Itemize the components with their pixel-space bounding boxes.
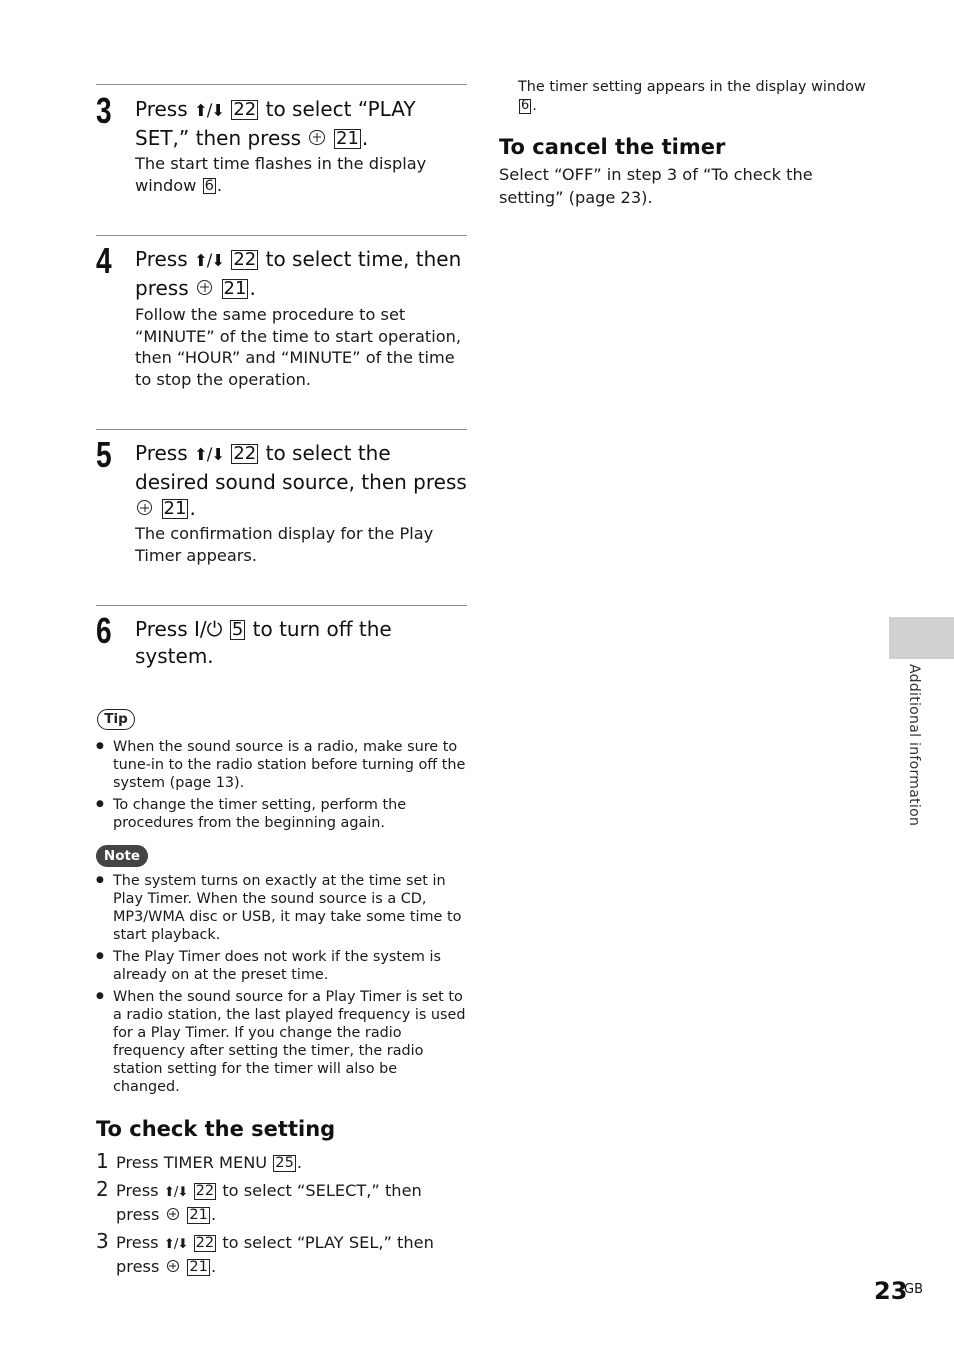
list-item: 1 Press TIMER MENU 25 .	[96, 1149, 303, 1173]
up-down-arrows-icon: ⬆/⬇	[163, 1185, 188, 1200]
divider	[96, 605, 467, 606]
list-item: ● To change the timer setting, perform the procedures from the beginning again.	[96, 796, 468, 832]
ref-box: 25	[275, 1154, 294, 1172]
ref-box: 21	[189, 1258, 208, 1276]
page-number: 23	[874, 1277, 908, 1305]
divider	[96, 429, 467, 430]
ref-box: 21	[189, 1206, 208, 1224]
enter-button-icon	[309, 130, 324, 145]
display-note: The timer setting appears in the display window 6 .	[518, 79, 866, 114]
step-heading: Press ⬆/⬇ 22 to select the desired sound source, then press 21 .	[135, 441, 467, 520]
step-body: The confirmation display for the Play Timer appears.	[135, 524, 434, 565]
display-note-text: The timer setting appears in the display window	[518, 79, 866, 95]
list-item: ● When the sound source for a Play Timer is set to a radio station, the last played frequency is used for a Play Timer. If you change the radio frequency after setting the timer, the radio station setting for the timer will also be changed.	[96, 988, 468, 1096]
cancel-heading: To cancel the timer	[499, 135, 726, 159]
step-number: 6	[96, 610, 112, 651]
ref-box: 22	[233, 249, 257, 271]
up-down-arrows-icon: ⬆/⬇	[194, 101, 224, 120]
tip-list	[96, 738, 468, 836]
tip-badge: Tip	[97, 709, 135, 730]
step-body: The start time flashes in the display window 6 .	[135, 154, 427, 195]
step-body: Follow the same procedure to set “MINUTE” of the time to start operation, then “HOUR” and “MINUTE” of the time to stop the operation.	[135, 305, 462, 389]
list-item: ● When the sound source is a radio, make sure to tune-in to the radio station before turning off the system (page 13).	[96, 738, 468, 792]
cancel-body: Select “OFF” in step 3 of “To check the setting” (page 23).	[499, 165, 813, 207]
check-heading: To check the setting	[96, 1117, 336, 1141]
note-badge: Note	[96, 845, 148, 867]
step-number: 4	[96, 240, 112, 281]
enter-button-icon	[167, 1260, 180, 1273]
step-heading: Press ⬆/⬇ 22 to select time, then press 21 .	[135, 247, 462, 300]
enter-button-icon	[137, 500, 152, 515]
up-down-arrows-icon: ⬆/⬇	[194, 445, 224, 464]
divider	[96, 235, 467, 236]
section-tab	[889, 617, 954, 659]
step-heading: Press ⬆/⬇ 22 to select “PLAY SET,” then press 21 .	[135, 97, 416, 150]
page-suffix: GB	[904, 1282, 923, 1297]
step-number: 3	[96, 90, 112, 131]
list-item: 2 Press ⬆/⬇ 22 to select “SELECT,” then press 21 .	[96, 1177, 422, 1224]
check-steps	[96, 1149, 468, 1284]
divider	[96, 84, 467, 85]
ref-box: 22	[195, 1234, 215, 1252]
up-down-arrows-icon: ⬆/⬇	[194, 251, 224, 270]
ref-box: 22	[233, 443, 257, 465]
section-label: Additional information	[906, 664, 922, 827]
enter-button-icon	[197, 280, 212, 295]
step-heading: Press I/⏻ 5 to turn off the system.	[135, 617, 392, 668]
enter-button-icon	[167, 1208, 180, 1221]
ref-box: 5	[231, 619, 244, 641]
ref-box: 22	[195, 1182, 215, 1200]
ref-box: 21	[223, 277, 247, 299]
ref-box: 6	[521, 98, 530, 114]
ref-box: 22	[233, 99, 257, 121]
up-down-arrows-icon: ⬆/⬇	[163, 1237, 188, 1252]
ref-box: 6	[204, 176, 214, 194]
ref-box: 21	[163, 498, 187, 520]
step-number: 5	[96, 434, 112, 475]
ref-box: 21	[336, 127, 359, 149]
list-item: ● The Play Timer does not work if the system is already on at the preset time.	[96, 948, 468, 984]
power-icon: I/⏻	[194, 617, 223, 641]
note-list	[96, 872, 468, 1100]
list-item: ● The system turns on exactly at the time set in Play Timer. When the sound source is a CD, MP3/WMA disc or USB, it may take some time to start playback.	[96, 872, 468, 944]
list-item: 3 Press ⬆/⬇ 22 to select “PLAY SEL,” then press 21 .	[96, 1229, 434, 1276]
